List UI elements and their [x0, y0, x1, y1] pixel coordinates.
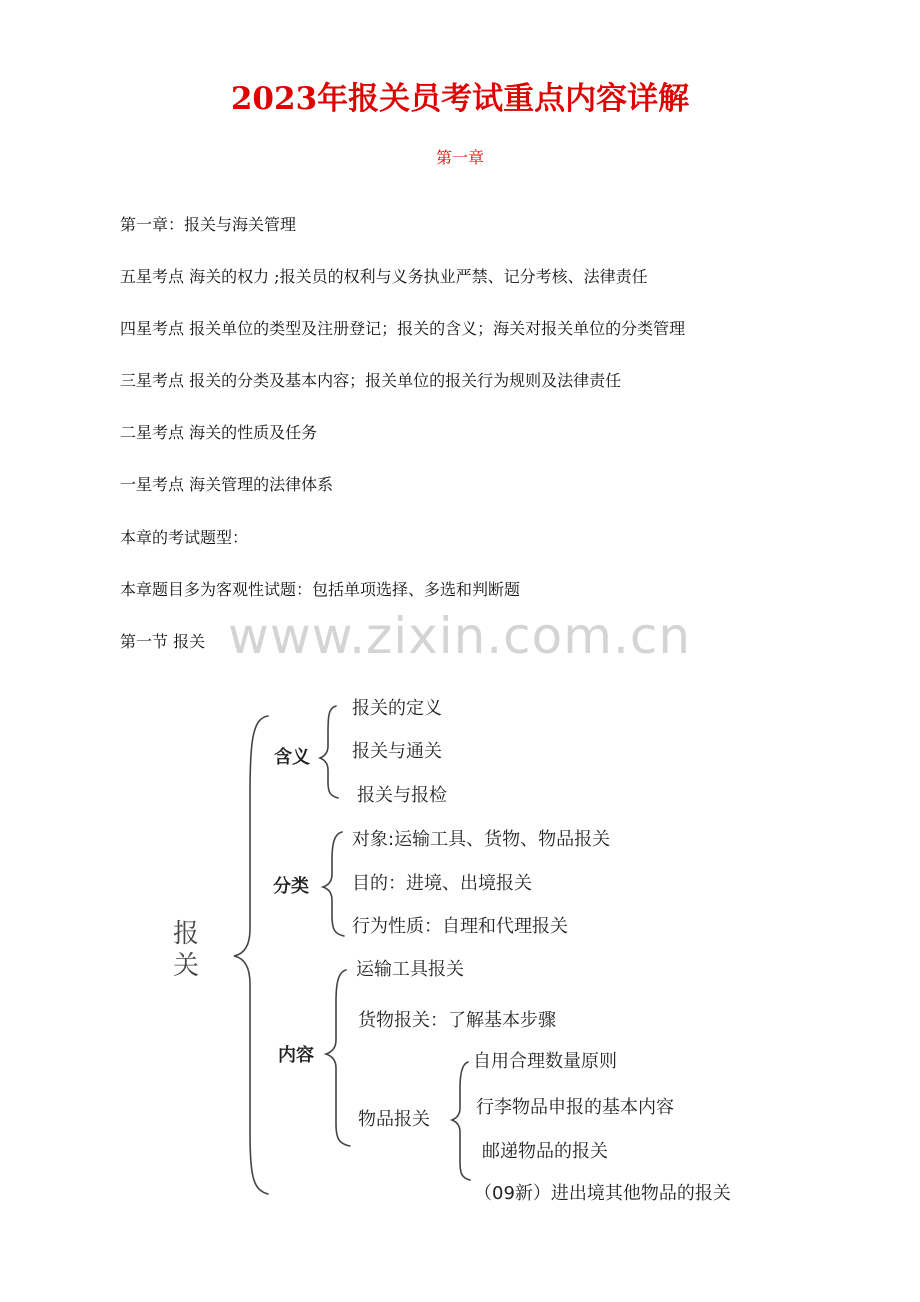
mind-map-diagram — [160, 684, 780, 1212]
one-star-points-line: 一星考点 海关管理的法律体系 — [120, 475, 334, 494]
root-brace — [234, 716, 268, 1194]
question-types-line: 本章题目多为客观性试题：包括单项选择、多选和判断题 — [120, 580, 521, 599]
hanyi-item-1: 报关的定义 — [352, 698, 442, 719]
group-label-hanyi: 含义 — [274, 747, 310, 768]
document-title: 2023年报关员考试重点内容详解 — [230, 81, 690, 117]
group-label-neirong: 内容 — [278, 1045, 314, 1066]
fenlei-item-3: 行为性质：自理和代理报关 — [352, 916, 568, 937]
chapter-heading: 第一章 — [435, 148, 484, 167]
neirong-item-1: 运输工具报关 — [356, 959, 464, 980]
two-star-points-line: 二星考点 海关的性质及任务 — [120, 423, 318, 442]
brace-wupin — [452, 1062, 470, 1180]
hanyi-item-3: 报关与报检 — [357, 785, 447, 806]
neirong-item-3: 物品报关 — [358, 1109, 430, 1130]
three-star-points-line: 三星考点 报关的分类及基本内容；报关单位的报关行为规则及法律责任 — [120, 371, 622, 390]
brace-lines — [160, 684, 780, 1212]
chapter-title-line: 第一章：报关与海关管理 — [120, 215, 297, 234]
fenlei-item-2: 目的：进境、出境报关 — [352, 873, 532, 894]
wupin-sub-item-2: 行李物品申报的基本内容 — [476, 1097, 674, 1118]
hanyi-item-2: 报关与通关 — [352, 741, 442, 762]
question-types-heading: 本章的考试题型： — [120, 528, 249, 547]
wupin-sub-item-1: 自用合理数量原则 — [473, 1051, 617, 1072]
group-label-fenlei: 分类 — [273, 876, 309, 897]
four-star-points-line: 四星考点 报关单位的类型及注册登记；报关的含义；海关对报关单位的分类管理 — [120, 319, 686, 338]
diagram-root-char-2: 关 — [172, 951, 199, 981]
fenlei-item-1: 对象:运输工具、货物、物品报关 — [352, 829, 611, 850]
five-star-points-line: 五星考点 海关的权力 ;报关员的权利与义务执业严禁、记分考核、法律责任 — [120, 267, 648, 286]
watermark-text: www.zixin.com.cn — [228, 607, 692, 665]
brace-fenlei — [323, 832, 344, 936]
brace-neirong — [326, 970, 350, 1146]
wupin-sub-item-4: （09新）进出境其他物品的报关 — [474, 1183, 731, 1204]
brace-hanyi — [320, 706, 338, 798]
neirong-item-2: 货物报关：了解基本步骤 — [358, 1010, 556, 1031]
section-heading: 第一节 报关 — [120, 632, 206, 651]
wupin-sub-item-3: 邮递物品的报关 — [482, 1141, 608, 1162]
diagram-root-char-1: 报 — [172, 919, 199, 949]
